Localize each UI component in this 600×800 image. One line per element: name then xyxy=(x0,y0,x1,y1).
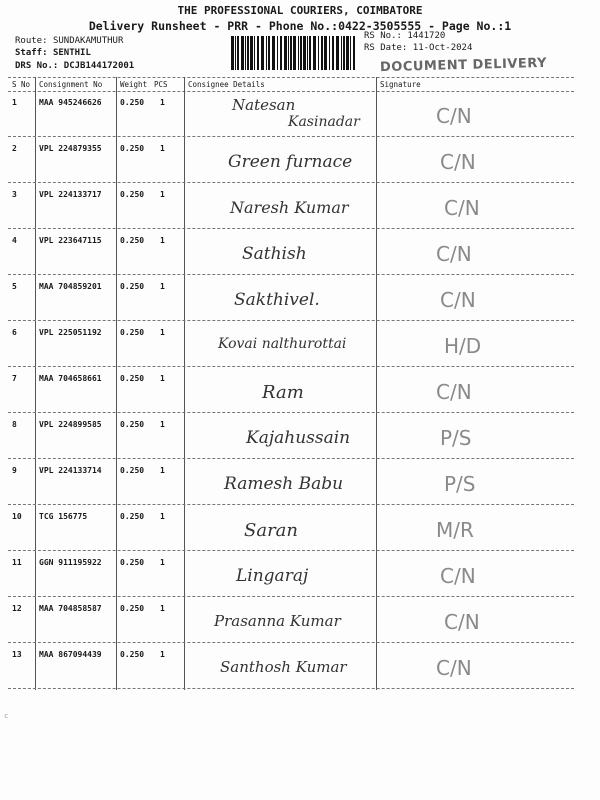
barcode-bar xyxy=(318,36,319,70)
row-signature: C/N xyxy=(444,610,480,634)
barcode-bar xyxy=(254,36,255,70)
barcode-bar xyxy=(247,36,249,70)
row-signature: H/D xyxy=(444,334,482,358)
row-consignment-no: TCG 156775 xyxy=(39,512,88,521)
barcode-bar xyxy=(341,36,342,70)
row-pcs: 1 xyxy=(160,604,165,613)
row-separator xyxy=(8,550,574,551)
row-consignment-no: GGN 911195922 xyxy=(39,558,102,567)
row-sno: 7 xyxy=(12,374,17,383)
col-header-consignee: Consignee Details xyxy=(188,80,265,89)
row-separator xyxy=(8,688,574,689)
barcode-bar xyxy=(309,36,311,70)
row-consignment-no: MAA 704858587 xyxy=(39,604,102,613)
barcode-bar xyxy=(353,36,355,70)
row-pcs: 1 xyxy=(160,328,165,337)
barcode-bar xyxy=(307,36,308,70)
route-label: Route: xyxy=(15,36,48,46)
row-consignment-no: MAA 945246626 xyxy=(39,98,102,107)
column-divider xyxy=(35,77,36,690)
row-weight: 0.250 xyxy=(120,328,145,337)
row-consignee-name: Prasanna Kumar xyxy=(214,612,341,630)
barcode-bar xyxy=(231,36,234,70)
drs-label: DRS No.: xyxy=(15,61,59,71)
rs-date-label: RS Date: xyxy=(364,43,408,53)
row-consignment-no: VPL 224899585 xyxy=(39,420,102,429)
row-consignee-name: Sakthivel. xyxy=(234,290,320,310)
rs-no-label: RS No.: xyxy=(364,31,402,41)
row-weight: 0.250 xyxy=(120,650,145,659)
row-consignee-name: Ram xyxy=(262,382,304,403)
row-consignee-name-line2: Kasinadar xyxy=(288,114,360,130)
row-consignment-no: VPL 224133714 xyxy=(39,466,102,475)
row-sno: 2 xyxy=(12,144,17,153)
row-signature: C/N xyxy=(436,104,472,128)
row-consignee-name: Sathish xyxy=(242,244,307,264)
barcode-bar xyxy=(343,36,345,70)
row-signature: C/N xyxy=(440,564,476,588)
row-pcs: 1 xyxy=(160,282,165,291)
document-title: THE PROFESSIONAL COURIERS, COIMBATORE xyxy=(177,4,423,17)
barcode-bar xyxy=(293,36,296,70)
row-consignment-no: MAA 867094439 xyxy=(39,650,102,659)
row-signature: M/R xyxy=(436,518,474,542)
row-weight: 0.250 xyxy=(120,236,145,245)
row-sno: 6 xyxy=(12,328,17,337)
row-consignee-name: Kovai nalthurottai xyxy=(218,336,347,352)
row-sno: 12 xyxy=(12,604,22,613)
row-pcs: 1 xyxy=(160,374,165,383)
row-consignee-name: Santhosh Kumar xyxy=(220,658,347,676)
barcode-icon xyxy=(231,36,358,70)
barcode-bar xyxy=(346,36,349,70)
row-signature: C/N xyxy=(440,150,476,174)
row-consignment-no: VPL 224133717 xyxy=(39,190,102,199)
row-separator xyxy=(8,320,574,321)
row-weight: 0.250 xyxy=(120,466,145,475)
row-pcs: 1 xyxy=(160,512,165,521)
barcode-bar xyxy=(257,36,259,70)
row-separator xyxy=(8,182,574,183)
barcode-bar xyxy=(329,36,330,70)
staff-value: SENTHIL xyxy=(52,48,91,58)
table-header-rule xyxy=(8,91,574,92)
row-separator xyxy=(8,412,574,413)
row-signature: C/N xyxy=(444,196,480,220)
staff-label: Staff: xyxy=(15,48,48,58)
row-consignee-name: Lingaraj xyxy=(236,566,309,586)
row-weight: 0.250 xyxy=(120,604,145,613)
barcode-bar xyxy=(261,36,264,70)
row-weight: 0.250 xyxy=(120,144,145,153)
row-consignment-no: VPL 224879355 xyxy=(39,144,102,153)
document-subtitle: Delivery Runsheet - PRR - Phone No.:0422-3505555 - Page No.:1 xyxy=(88,19,512,33)
route-line xyxy=(15,36,123,46)
row-pcs: 1 xyxy=(160,236,165,245)
row-pcs: 1 xyxy=(160,190,165,199)
row-separator xyxy=(8,274,574,275)
col-header-weight: Weight xyxy=(120,80,148,89)
barcode-bar xyxy=(268,36,270,70)
barcode-bar xyxy=(336,36,339,70)
barcode-bar xyxy=(284,36,287,70)
row-consignee-name: Ramesh Babu xyxy=(224,474,344,494)
row-separator xyxy=(8,596,574,597)
row-consignment-no: VPL 225051192 xyxy=(39,328,102,337)
row-separator xyxy=(8,504,574,505)
row-sno: 9 xyxy=(12,466,17,475)
row-separator xyxy=(8,136,574,137)
drs-value: DCJB144172001 xyxy=(63,61,135,71)
barcode-bar xyxy=(245,36,246,70)
row-weight: 0.250 xyxy=(120,374,145,383)
barcode-bar xyxy=(350,36,351,70)
drs-line xyxy=(15,61,134,71)
column-divider xyxy=(116,77,117,690)
row-separator xyxy=(8,458,574,459)
row-sno: 10 xyxy=(12,512,22,521)
row-pcs: 1 xyxy=(160,420,165,429)
barcode-bar xyxy=(250,36,253,70)
row-signature: P/S xyxy=(444,472,476,496)
row-consignee-name: Natesan xyxy=(232,96,296,114)
row-pcs: 1 xyxy=(160,558,165,567)
barcode-bar xyxy=(288,36,289,70)
document-delivery-stamp: DOCUMENT DELIVERY xyxy=(379,55,548,76)
row-signature: P/S xyxy=(440,426,472,450)
barcode-bar xyxy=(300,36,302,70)
barcode-bar xyxy=(313,36,316,70)
barcode-bar xyxy=(272,36,275,70)
row-consignee-name: Green furnace xyxy=(228,152,353,172)
col-header-signature: Signature xyxy=(380,80,421,89)
row-sno: 5 xyxy=(12,282,17,291)
col-header-sno: S No xyxy=(12,80,31,89)
col-header-consignment: Consignment No xyxy=(39,80,103,89)
row-weight: 0.250 xyxy=(120,190,145,199)
rs-no-line xyxy=(364,31,445,41)
row-pcs: 1 xyxy=(160,650,165,659)
barcode-bar xyxy=(303,36,306,70)
staff-line xyxy=(15,48,91,58)
row-weight: 0.250 xyxy=(120,98,145,107)
rs-no-value: 1441720 xyxy=(407,31,446,41)
barcode-bar xyxy=(266,36,267,70)
rs-date-line xyxy=(364,43,472,53)
row-consignee-name: Saran xyxy=(244,520,298,541)
col-header-pcs: PCS xyxy=(154,80,168,89)
barcode-bar xyxy=(321,36,323,70)
barcode-bar xyxy=(332,36,334,70)
route-value: SUNDAKAMUTHUR xyxy=(52,36,124,46)
column-divider xyxy=(376,77,377,690)
row-consignee-name: Naresh Kumar xyxy=(230,198,349,217)
row-weight: 0.250 xyxy=(120,420,145,429)
barcode-bar xyxy=(237,36,239,70)
row-consignment-no: VPL 223647115 xyxy=(39,236,102,245)
row-separator xyxy=(8,366,574,367)
row-sno: 1 xyxy=(12,98,17,107)
barcode-bar xyxy=(290,36,292,70)
row-sno: 8 xyxy=(12,420,17,429)
row-sno: 4 xyxy=(12,236,17,245)
barcode-bar xyxy=(241,36,244,70)
row-weight: 0.250 xyxy=(120,282,145,291)
row-pcs: 1 xyxy=(160,466,165,475)
barcode-bar xyxy=(235,36,236,70)
barcode-bar xyxy=(324,36,327,70)
row-signature: C/N xyxy=(440,288,476,312)
row-consignment-no: MAA 704859201 xyxy=(39,282,102,291)
row-consignee-name: Kajahussain xyxy=(246,428,351,448)
barcode-bar xyxy=(298,36,299,70)
row-weight: 0.250 xyxy=(120,512,145,521)
rs-date-value: 11-Oct-2024 xyxy=(412,43,473,53)
row-separator xyxy=(8,228,574,229)
row-sno: 13 xyxy=(12,650,22,659)
row-sno: 11 xyxy=(12,558,22,567)
barcode-bar xyxy=(277,36,278,70)
row-pcs: 1 xyxy=(160,144,165,153)
column-divider xyxy=(184,77,185,690)
row-signature: C/N xyxy=(436,380,472,404)
row-consignment-no: MAA 704658661 xyxy=(39,374,102,383)
row-pcs: 1 xyxy=(160,98,165,107)
row-weight: 0.250 xyxy=(120,558,145,567)
table-top-rule xyxy=(8,77,574,78)
row-signature: C/N xyxy=(436,656,472,680)
margin-mark: c xyxy=(4,712,9,720)
barcode-bar xyxy=(280,36,282,70)
row-sno: 3 xyxy=(12,190,17,199)
row-separator xyxy=(8,642,574,643)
row-signature: C/N xyxy=(436,242,472,266)
